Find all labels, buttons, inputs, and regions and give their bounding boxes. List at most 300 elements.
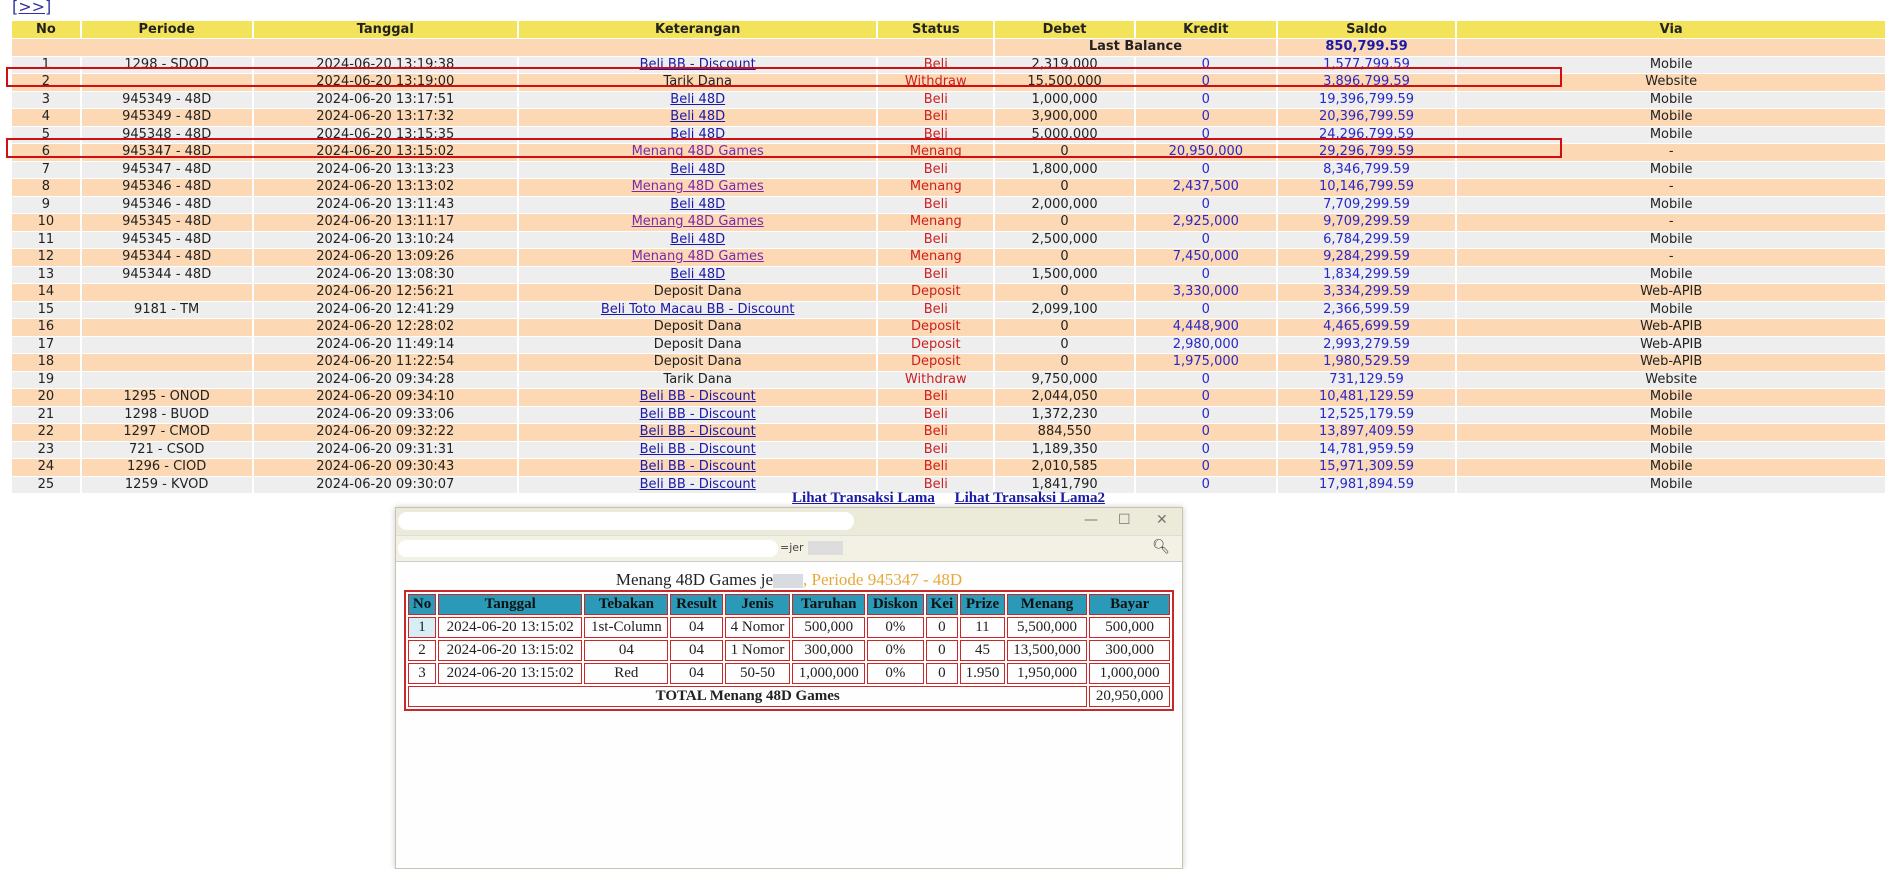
cell-debet: 2,500,000 [995, 232, 1134, 249]
cell-periode: 1259 - KVOD [82, 477, 252, 494]
popup-header-menang: Menang [1007, 594, 1088, 615]
popup-header-prize: Prize [960, 594, 1005, 615]
address-url: =jer [780, 541, 804, 554]
cell-debet: 2,010,585 [995, 459, 1134, 476]
cell-via: Mobile [1457, 477, 1885, 494]
cell-periode: 945347 - 48D [82, 162, 252, 179]
cell-no: 23 [12, 442, 80, 459]
win-detail-table [404, 590, 1174, 711]
popup-header-diskon: Diskon [867, 594, 924, 615]
cell-kredit: 0 [1136, 424, 1276, 441]
cell-kredit: 0 [1136, 477, 1276, 494]
cell-keterangan [519, 319, 876, 336]
cell-debet: 5,000,000 [995, 127, 1134, 144]
cell-status: Beli [878, 162, 993, 179]
cell-periode: 945349 - 48D [82, 92, 252, 109]
last-balance-spacer [12, 39, 993, 56]
popup-cell-bayar: 300,000 [1089, 640, 1170, 661]
keterangan-link[interactable]: Beli 48D [670, 231, 726, 247]
keterangan-link[interactable]: Beli Toto Macau BB - Discount [600, 301, 795, 317]
keterangan-link[interactable]: Beli 48D [670, 126, 726, 142]
cell-periode: 945346 - 48D [82, 179, 252, 196]
cell-status: Beli [878, 267, 993, 284]
popup-cell-prize: 11 [960, 617, 1005, 638]
cell-no: 13 [12, 267, 80, 284]
popup-row [408, 640, 1170, 661]
cell-status: Beli [878, 232, 993, 249]
cell-tanggal: 2024-06-20 09:32:22 [254, 424, 518, 441]
table-row [12, 232, 1885, 249]
keterangan-link[interactable]: Beli 48D [670, 161, 726, 177]
popup-cell-bayar: 1,000,000 [1089, 663, 1170, 684]
cell-saldo: 10,146,799.59 [1278, 179, 1456, 196]
cell-debet: 15,500,000 [995, 74, 1134, 91]
keterangan-link[interactable]: Beli 48D [670, 266, 726, 282]
cell-debet: 1,841,790 [995, 477, 1134, 494]
table-row [12, 249, 1885, 266]
popup-header-no: No [408, 594, 436, 615]
column-header-keterangan: Keterangan [519, 21, 876, 38]
popup-cell-diskon: 0% [867, 663, 924, 684]
cell-keterangan [519, 424, 876, 441]
cell-no: 9 [12, 197, 80, 214]
popup-cell-taruhan: 1,000,000 [792, 663, 865, 684]
popup-cell-tebakan: 1st-Column [584, 617, 668, 638]
popup-heading [396, 570, 1182, 590]
cell-no: 17 [12, 337, 80, 354]
cell-status: Beli [878, 92, 993, 109]
minimize-icon[interactable]: — [1084, 512, 1098, 528]
cell-status: Beli [878, 389, 993, 406]
cell-status: Withdraw [878, 372, 993, 389]
cell-periode: 945348 - 48D [82, 127, 252, 144]
table-row [12, 284, 1885, 301]
cell-keterangan [519, 337, 876, 354]
cell-via: Mobile [1457, 407, 1885, 424]
cell-tanggal: 2024-06-20 13:19:00 [254, 74, 518, 91]
cell-periode [82, 337, 252, 354]
keterangan-link[interactable]: Beli BB - Discount [639, 459, 756, 475]
cell-saldo: 1,577,799.59 [1278, 57, 1456, 74]
popup-header-bayar: Bayar [1089, 594, 1170, 615]
table-row [12, 109, 1885, 126]
popup-header-result: Result [670, 594, 722, 615]
keterangan-text: Deposit Dana [653, 284, 742, 300]
cell-debet: 0 [995, 284, 1134, 301]
cell-via: Mobile [1457, 389, 1885, 406]
popup-address-bar[interactable] [396, 535, 1182, 562]
cell-tanggal: 2024-06-20 11:49:14 [254, 337, 518, 354]
older-transactions-links [0, 490, 1897, 507]
keterangan-link[interactable]: Menang 48D Games [631, 179, 764, 195]
cell-kredit: 0 [1136, 459, 1276, 476]
cell-tanggal: 2024-06-20 09:30:07 [254, 477, 518, 494]
cell-saldo: 7,709,299.59 [1278, 197, 1456, 214]
cell-kredit: 0 [1136, 302, 1276, 319]
cell-periode: 945345 - 48D [82, 232, 252, 249]
cell-via: Mobile [1457, 162, 1885, 179]
cell-periode [82, 354, 252, 371]
popup-total-label: TOTAL Menang 48D Games [408, 686, 1087, 707]
popup-cell-taruhan: 300,000 [792, 640, 865, 661]
cell-via: Web-APIB [1457, 284, 1885, 301]
table-row [12, 214, 1885, 231]
popup-cell-kei: 0 [926, 640, 959, 661]
older-transactions-link[interactable]: Lihat Transaksi Lama [792, 490, 935, 506]
cell-kredit: 0 [1136, 57, 1276, 74]
cell-kredit: 0 [1136, 127, 1276, 144]
column-header-saldo: Saldo [1278, 21, 1456, 38]
keterangan-text: Deposit Dana [653, 354, 742, 370]
table-row [12, 337, 1885, 354]
popup-header-kei: Kei [926, 594, 959, 615]
cell-debet: 1,500,000 [995, 267, 1134, 284]
cell-saldo: 2,993,279.59 [1278, 337, 1456, 354]
cell-keterangan [519, 92, 876, 109]
popup-cell-menang: 13,500,000 [1007, 640, 1088, 661]
cell-no: 22 [12, 424, 80, 441]
cell-via: Mobile [1457, 57, 1885, 74]
popup-cell-prize: 1.950 [960, 663, 1005, 684]
cell-tanggal: 2024-06-20 09:31:31 [254, 442, 518, 459]
popup-header-tebakan: Tebakan [584, 594, 668, 615]
cell-keterangan [519, 389, 876, 406]
popup-title-bar [396, 508, 1182, 535]
cell-no: 12 [12, 249, 80, 266]
cell-kredit: 0 [1136, 372, 1276, 389]
column-header-kredit: Kredit [1136, 21, 1276, 38]
table-row [12, 162, 1885, 179]
table-row [12, 267, 1885, 284]
cell-saldo: 3,334,299.59 [1278, 284, 1456, 301]
popup-cell-no: 3 [408, 663, 436, 684]
cell-via: Mobile [1457, 267, 1885, 284]
keterangan-link[interactable]: Menang 48D Games [631, 249, 764, 265]
popup-cell-result: 04 [670, 640, 722, 661]
keterangan-link[interactable]: Beli BB - Discount [639, 476, 756, 492]
popup-cell-kei: 0 [926, 617, 959, 638]
cell-via: Mobile [1457, 92, 1885, 109]
cell-debet: 2,099,100 [995, 302, 1134, 319]
cell-keterangan [519, 197, 876, 214]
cell-status: Menang [878, 214, 993, 231]
cell-periode: 945346 - 48D [82, 197, 252, 214]
close-icon[interactable]: ✕ [1156, 512, 1168, 528]
popup-cell-jenis: 1 Nomor [725, 640, 791, 661]
cell-kredit: 2,437,500 [1136, 179, 1276, 196]
cell-debet: 1,800,000 [995, 162, 1134, 179]
column-header-status: Status [878, 21, 993, 38]
cell-keterangan [519, 407, 876, 424]
address-redacted [398, 540, 778, 557]
keterangan-link[interactable]: Beli 48D [670, 196, 726, 212]
cell-debet: 2,319,000 [995, 57, 1134, 74]
cell-tanggal: 2024-06-20 13:13:23 [254, 162, 518, 179]
cell-saldo: 1,980,529.59 [1278, 354, 1456, 371]
cell-status: Beli [878, 407, 993, 424]
cell-no: 10 [12, 214, 80, 231]
cell-kredit: 20,950,000 [1136, 144, 1276, 161]
cell-keterangan [519, 302, 876, 319]
popup-cell-tebakan: 04 [584, 640, 668, 661]
cell-keterangan [519, 284, 876, 301]
cell-debet: 0 [995, 144, 1134, 161]
column-header-via: Via [1457, 21, 1885, 38]
cell-tanggal: 2024-06-20 13:19:38 [254, 57, 518, 74]
column-header-periode: Periode [82, 21, 252, 38]
cell-tanggal: 2024-06-20 13:15:02 [254, 144, 518, 161]
cell-status: Beli [878, 459, 993, 476]
cell-periode: 945347 - 48D [82, 144, 252, 161]
cell-tanggal: 2024-06-20 13:08:30 [254, 267, 518, 284]
keterangan-link[interactable]: Beli BB - Discount [639, 441, 756, 457]
cell-no: 11 [12, 232, 80, 249]
next-page-link[interactable]: [>>] [12, 0, 52, 16]
cell-kredit: 2,980,000 [1136, 337, 1276, 354]
cell-saldo: 15,971,309.59 [1278, 459, 1456, 476]
keterangan-link[interactable]: Menang 48D Games [631, 144, 764, 160]
cell-kredit: 0 [1136, 109, 1276, 126]
cell-status: Menang [878, 179, 993, 196]
cell-tanggal: 2024-06-20 09:34:10 [254, 389, 518, 406]
cell-saldo: 14,781,959.59 [1278, 442, 1456, 459]
cell-via: - [1457, 249, 1885, 266]
cell-saldo: 10,481,129.59 [1278, 389, 1456, 406]
popup-cell-tanggal: 2024-06-20 13:15:02 [438, 617, 582, 638]
cell-via: Mobile [1457, 127, 1885, 144]
keterangan-link[interactable]: Beli BB - Discount [639, 406, 756, 422]
cell-via: Website [1457, 372, 1885, 389]
cell-kredit: 0 [1136, 232, 1276, 249]
cell-tanggal: 2024-06-20 12:56:21 [254, 284, 518, 301]
cell-keterangan [519, 354, 876, 371]
cell-status: Beli [878, 477, 993, 494]
table-row [12, 389, 1885, 406]
cell-keterangan [519, 162, 876, 179]
table-row [12, 407, 1885, 424]
cell-via: Web-APIB [1457, 337, 1885, 354]
cell-status: Withdraw [878, 74, 993, 91]
zoom-icon[interactable]: 🔍︎ [1152, 539, 1170, 555]
cell-no: 14 [12, 284, 80, 301]
table-row [12, 302, 1885, 319]
cell-kredit: 0 [1136, 197, 1276, 214]
keterangan-text: Deposit Dana [653, 319, 742, 335]
keterangan-link[interactable]: Beli BB - Discount [639, 389, 756, 405]
cell-no: 21 [12, 407, 80, 424]
keterangan-link[interactable]: Menang 48D Games [631, 214, 764, 230]
table-row [12, 459, 1885, 476]
cell-kredit: 3,330,000 [1136, 284, 1276, 301]
cell-debet: 2,000,000 [995, 197, 1134, 214]
keterangan-link[interactable]: Beli 48D [670, 109, 726, 125]
cell-periode: 1296 - CIOD [82, 459, 252, 476]
cell-status: Beli [878, 302, 993, 319]
popup-cell-tebakan: Red [584, 663, 668, 684]
table-row [12, 197, 1885, 214]
cell-keterangan [519, 214, 876, 231]
keterangan-link[interactable]: Beli BB - Discount [639, 56, 756, 72]
cell-kredit: 0 [1136, 407, 1276, 424]
cell-keterangan [519, 442, 876, 459]
cell-tanggal: 2024-06-20 13:10:24 [254, 232, 518, 249]
popup-cell-jenis: 4 Nomor [725, 617, 791, 638]
cell-status: Deposit [878, 319, 993, 336]
popup-heading-text: Menang 48D Games je [615, 570, 774, 589]
transaction-table [10, 20, 1887, 494]
cell-saldo: 19,396,799.59 [1278, 92, 1456, 109]
cell-via: Web-APIB [1457, 319, 1885, 336]
cell-status: Menang [878, 249, 993, 266]
popup-header-jenis: Jenis [725, 594, 791, 615]
cell-status: Beli [878, 197, 993, 214]
popup-header-taruhan: Taruhan [792, 594, 865, 615]
cell-debet: 0 [995, 354, 1134, 371]
table-row [12, 179, 1885, 196]
cell-kredit: 0 [1136, 162, 1276, 179]
cell-tanggal: 2024-06-20 09:33:06 [254, 407, 518, 424]
cell-status: Menang [878, 144, 993, 161]
keterangan-text: Deposit Dana [653, 336, 742, 352]
popup-window [395, 507, 1183, 869]
cell-kredit: 1,975,000 [1136, 354, 1276, 371]
cell-keterangan [519, 459, 876, 476]
cell-keterangan [519, 372, 876, 389]
cell-saldo: 4,465,699.59 [1278, 319, 1456, 336]
cell-periode: 945344 - 48D [82, 249, 252, 266]
cell-keterangan [519, 232, 876, 249]
cell-no: 6 [12, 144, 80, 161]
cell-keterangan [519, 109, 876, 126]
cell-kredit: 0 [1136, 267, 1276, 284]
cell-saldo: 29,296,799.59 [1278, 144, 1456, 161]
column-header-debet: Debet [995, 21, 1134, 38]
cell-saldo: 9,284,299.59 [1278, 249, 1456, 266]
cell-periode: 1298 - BUOD [82, 407, 252, 424]
popup-cell-no: 2 [408, 640, 436, 661]
cell-debet: 0 [995, 249, 1134, 266]
cell-kredit: 7,450,000 [1136, 249, 1276, 266]
popup-cell-jenis: 50-50 [725, 663, 791, 684]
cell-via: Website [1457, 74, 1885, 91]
cell-via: Web-APIB [1457, 354, 1885, 371]
cell-periode: 945345 - 48D [82, 214, 252, 231]
cell-tanggal: 2024-06-20 09:30:43 [254, 459, 518, 476]
popup-title-redacted [398, 512, 854, 530]
cell-periode [82, 319, 252, 336]
cell-saldo: 8,346,799.59 [1278, 162, 1456, 179]
popup-cell-tanggal: 2024-06-20 13:15:02 [438, 663, 582, 684]
cell-via: Mobile [1457, 459, 1885, 476]
cell-status: Beli [878, 442, 993, 459]
popup-cell-prize: 45 [960, 640, 1005, 661]
cell-periode: 9181 - TM [82, 302, 252, 319]
cell-debet: 1,372,230 [995, 407, 1134, 424]
cell-tanggal: 2024-06-20 13:17:32 [254, 109, 518, 126]
keterangan-text: Tarik Dana [663, 74, 732, 90]
older-transactions-link-2[interactable]: Lihat Transaksi Lama2 [954, 490, 1105, 506]
cell-debet: 1,000,000 [995, 92, 1134, 109]
cell-via: Mobile [1457, 232, 1885, 249]
popup-cell-menang: 1,950,000 [1007, 663, 1088, 684]
table-row [12, 424, 1885, 441]
cell-debet: 0 [995, 179, 1134, 196]
popup-row [408, 663, 1170, 684]
table-row [12, 442, 1885, 459]
maximize-icon[interactable]: ☐ [1118, 512, 1131, 528]
cell-periode: 945349 - 48D [82, 109, 252, 126]
table-row [12, 372, 1885, 389]
cell-periode [82, 372, 252, 389]
cell-keterangan [519, 179, 876, 196]
cell-no: 16 [12, 319, 80, 336]
cell-saldo: 731,129.59 [1278, 372, 1456, 389]
cell-tanggal: 2024-06-20 13:11:43 [254, 197, 518, 214]
keterangan-link[interactable]: Beli BB - Discount [639, 424, 756, 440]
cell-status: Beli [878, 424, 993, 441]
cell-periode: 1295 - ONOD [82, 389, 252, 406]
keterangan-text: Tarik Dana [663, 371, 732, 387]
popup-header-tanggal: Tanggal [438, 594, 582, 615]
cell-no: 20 [12, 389, 80, 406]
cell-debet: 1,189,350 [995, 442, 1134, 459]
cell-status: Deposit [878, 284, 993, 301]
cell-status: Beli [878, 109, 993, 126]
cell-via: - [1457, 179, 1885, 196]
cell-via: - [1457, 144, 1885, 161]
keterangan-link[interactable]: Beli 48D [670, 91, 726, 107]
cell-saldo: 6,784,299.59 [1278, 232, 1456, 249]
cell-status: Deposit [878, 337, 993, 354]
cell-kredit: 0 [1136, 442, 1276, 459]
cell-via: Mobile [1457, 197, 1885, 214]
popup-row [408, 617, 1170, 638]
cell-debet: 3,900,000 [995, 109, 1134, 126]
cell-saldo: 20,396,799.59 [1278, 109, 1456, 126]
cell-no: 2 [12, 74, 80, 91]
cell-via: - [1457, 214, 1885, 231]
cell-no: 19 [12, 372, 80, 389]
username-blur [773, 574, 803, 588]
cell-no: 4 [12, 109, 80, 126]
cell-status: Beli [878, 127, 993, 144]
last-balance-label: Last Balance [995, 39, 1276, 56]
column-header-tanggal: Tanggal [254, 21, 518, 38]
cell-tanggal: 2024-06-20 13:13:02 [254, 179, 518, 196]
last-balance-via [1457, 39, 1885, 56]
cell-tanggal: 2024-06-20 13:15:35 [254, 127, 518, 144]
cell-tanggal: 2024-06-20 09:34:28 [254, 372, 518, 389]
cell-tanggal: 2024-06-20 12:28:02 [254, 319, 518, 336]
popup-cell-diskon: 0% [867, 640, 924, 661]
table-row [12, 92, 1885, 109]
popup-cell-tanggal: 2024-06-20 13:15:02 [438, 640, 582, 661]
highlight-box-row-6 [6, 138, 1562, 158]
cell-via: Mobile [1457, 109, 1885, 126]
cell-no: 3 [12, 92, 80, 109]
cell-kredit: 0 [1136, 92, 1276, 109]
cell-no: 1 [12, 57, 80, 74]
cell-via: Mobile [1457, 302, 1885, 319]
cell-debet: 2,044,050 [995, 389, 1134, 406]
popup-cell-result: 04 [670, 663, 722, 684]
cell-no: 25 [12, 477, 80, 494]
cell-kredit: 0 [1136, 74, 1276, 91]
cell-saldo: 2,366,599.59 [1278, 302, 1456, 319]
cell-keterangan [519, 267, 876, 284]
cell-no: 7 [12, 162, 80, 179]
cell-no: 8 [12, 179, 80, 196]
